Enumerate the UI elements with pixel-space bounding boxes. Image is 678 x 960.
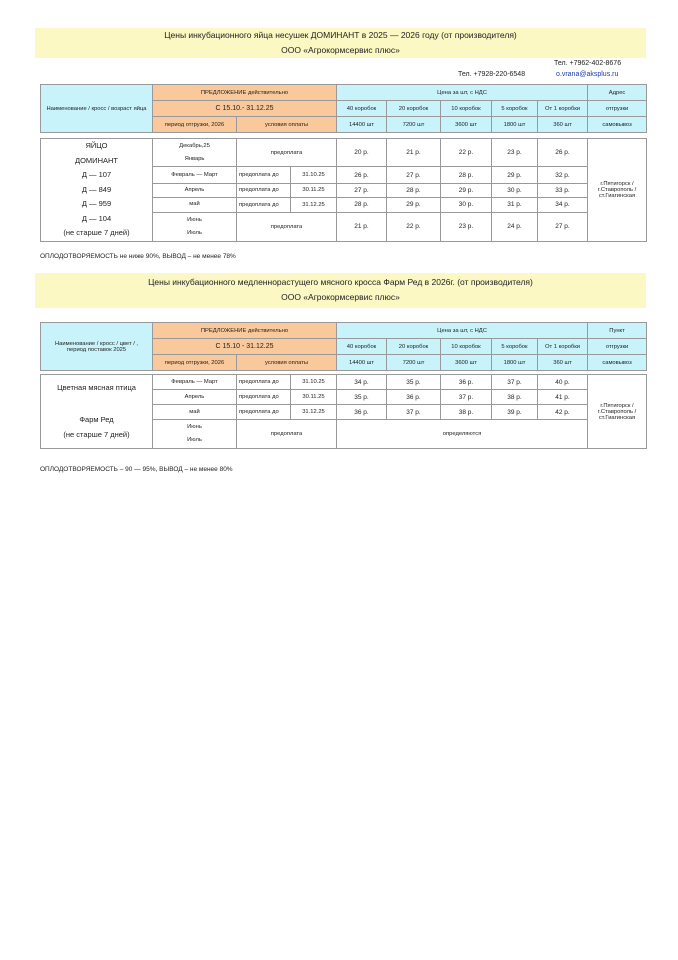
price-cell: 36 р.: [441, 375, 492, 390]
section1-header-table: [40, 84, 647, 133]
price-cell: 31 р.: [492, 197, 538, 212]
price-cell: 29 р.: [387, 197, 441, 212]
price-cell: 28 р.: [337, 197, 387, 212]
terms-header: условия оплаты: [237, 117, 337, 133]
payment-deadline: 30.11.25: [291, 390, 337, 405]
product-name-line: Цветная мясная птица: [57, 382, 136, 392]
name-header: Наименование / кросс / цвет / , период поставок 2025: [41, 323, 153, 371]
section2-banner: [35, 273, 646, 308]
name-header: Наименование / кросс / возраст яйца: [41, 85, 153, 133]
price-cell: 22 р.: [441, 139, 492, 167]
product-name: [41, 375, 153, 449]
price-cell: 34 р.: [538, 197, 588, 212]
price-cell: 35 р.: [337, 390, 387, 405]
payment-terms: предоплата до: [237, 183, 291, 197]
qty-boxes: От 1 коробки: [538, 339, 588, 355]
phone-1: Тел. +7962-402-8676: [554, 60, 622, 67]
payment-deadline: 31.10.25: [291, 375, 337, 390]
section1-title: Цены инкубационного яйца несушек ДОМИНАНТ в 2025 — 2026 году (от производителя): [164, 30, 517, 40]
qty-pieces: 7200 шт: [387, 355, 441, 371]
price-cell: 30 р.: [441, 197, 492, 212]
payment-terms: предоплата до: [237, 197, 291, 212]
price-cell: 21 р.: [387, 139, 441, 167]
product-name-line: ДОМИНАНТ: [75, 155, 118, 165]
payment-deadline: 31.12.25: [291, 405, 337, 420]
price-cell: 33 р.: [538, 183, 588, 197]
price-cell: 27 р.: [538, 213, 588, 241]
qty-pieces: 14400 шт: [337, 355, 387, 371]
table-row: [41, 375, 647, 390]
period-line: Декабрь,25: [179, 142, 210, 149]
pickup-address: г.Пятигорск / г.Ставрополь / ст.Гиагинская: [588, 139, 647, 242]
period-line: Февраль — Март: [171, 171, 218, 178]
product-name-line: Д — 959: [81, 199, 112, 208]
section2-note: ОПЛОДОТВОРЯЕМОСТЬ – 90 — 95%, ВЫВОД – не менее 80%: [40, 466, 233, 473]
qty-boxes: 20 коробок: [387, 101, 441, 117]
payment-terms: предоплата: [237, 139, 337, 167]
price-cell: 32 р.: [538, 167, 588, 183]
email-link[interactable]: o.vrana@aksplus.ru: [556, 71, 619, 78]
address-header: самовывоз: [588, 355, 647, 371]
price-cell: 36 р.: [337, 405, 387, 420]
section2-header-table: [40, 322, 647, 371]
price-cell: 37 р.: [492, 375, 538, 390]
price-cell: 22 р.: [387, 213, 441, 241]
payment-terms: предоплата до: [237, 405, 291, 420]
section1-banner: [35, 28, 646, 58]
price-cell: 26 р.: [538, 139, 588, 167]
address-header: Адрес: [588, 85, 647, 101]
qty-pieces: 14400 шт: [337, 117, 387, 133]
qty-boxes: 40 коробок: [337, 339, 387, 355]
price-cell: 23 р.: [441, 213, 492, 241]
qty-pieces: 3600 шт: [441, 355, 492, 371]
price-cell: 23 р.: [492, 139, 538, 167]
period-line: Июнь: [187, 424, 202, 430]
period-line: Июль: [187, 437, 202, 443]
period-line: май: [189, 408, 200, 415]
section1-note: ОПЛОДОТВОРЯЕМОСТЬ не ниже 90%, ВЫВОД – не менее 78%: [40, 253, 236, 260]
shipment-period: [153, 405, 237, 420]
price-tbd: определяются: [337, 420, 588, 449]
price-cell: 21 р.: [337, 213, 387, 241]
price-cell: 30 р.: [492, 183, 538, 197]
offer-dates: С 15.10.- 31.12.25: [153, 101, 337, 117]
price-cell: 35 р.: [387, 375, 441, 390]
price-cell: 39 р.: [492, 405, 538, 420]
period-line: май: [189, 201, 200, 208]
price-cell: 29 р.: [492, 167, 538, 183]
address-header: отгрузки: [588, 101, 647, 117]
shipment-period: [153, 139, 237, 167]
shipment-period: [153, 375, 237, 390]
address-header: Пункт: [588, 323, 647, 339]
phone-2: Тел. +7928-220-6548: [458, 71, 526, 78]
section1-company: ООО «Агрокормсервис плюс»: [281, 45, 400, 55]
price-cell: 38 р.: [492, 390, 538, 405]
product-name: [41, 139, 153, 242]
price-cell: 37 р.: [441, 390, 492, 405]
header-row: [41, 85, 647, 101]
shipment-period: [153, 167, 237, 183]
period-line: Февраль — Март: [171, 378, 218, 385]
product-name-line: (не старше 7 дней): [63, 228, 130, 237]
section1-price-table: [40, 138, 647, 242]
payment-terms: предоплата: [237, 420, 337, 449]
payment-terms: предоплата: [237, 213, 337, 241]
price-cell: 26 р.: [337, 167, 387, 183]
price-cell: 27 р.: [337, 183, 387, 197]
period-line: Январь: [184, 155, 205, 162]
qty-pieces: 360 шт: [538, 117, 588, 133]
price-cell: 27 р.: [387, 167, 441, 183]
price-cell: 38 р.: [441, 405, 492, 420]
period-line: Июнь: [187, 216, 202, 223]
qty-boxes: От 1 коробки: [538, 101, 588, 117]
shipment-period: [153, 420, 237, 449]
price-cell: 37 р.: [387, 405, 441, 420]
payment-terms: предоплата до: [237, 375, 291, 390]
qty-pieces: 3600 шт: [441, 117, 492, 133]
product-name-line: Д — 107: [81, 170, 112, 179]
price-cell: 41 р.: [538, 390, 588, 405]
qty-boxes: 10 коробок: [441, 339, 492, 355]
qty-boxes: 10 коробок: [441, 101, 492, 117]
payment-deadline: 30.11.25: [291, 183, 337, 197]
table-row: [41, 139, 647, 167]
price-cell: 24 р.: [492, 213, 538, 241]
qty-boxes: 40 коробок: [337, 101, 387, 117]
address-header: самовывоз: [588, 117, 647, 133]
price-header: Цена за шт, с НДС: [337, 85, 588, 101]
payment-deadline: 31.12.25: [291, 197, 337, 212]
section2-price-table: [40, 374, 647, 449]
shipment-period: [153, 390, 237, 405]
period-header: период отгрузки, 2026: [153, 355, 237, 371]
terms-header: условия оплаты: [237, 355, 337, 371]
qty-pieces: 7200 шт: [387, 117, 441, 133]
price-cell: 29 р.: [441, 183, 492, 197]
price-cell: 20 р.: [337, 139, 387, 167]
payment-terms: предоплата до: [237, 390, 291, 405]
price-cell: 28 р.: [441, 167, 492, 183]
header-row: [41, 323, 647, 339]
qty-boxes: 5 коробок: [492, 101, 538, 117]
offer-dates: С 15.10 - 31.12.25: [153, 339, 337, 355]
qty-pieces: 360 шт: [538, 355, 588, 371]
product-name-line: ЯЙЦО: [85, 141, 108, 150]
section2-title: Цены инкубационного медленнорастущего мясного кросса Фарм Ред в 2026г. (от производителя): [148, 277, 533, 287]
qty-pieces: 1800 шт: [492, 355, 538, 371]
payment-deadline: 31.10.25: [291, 167, 337, 183]
offer-header: ПРЕДЛОЖЕНИЕ действительно: [153, 85, 337, 101]
payment-terms: предоплата до: [237, 167, 291, 183]
shipment-period: [153, 183, 237, 197]
price-header: Цена за шт, с НДС: [337, 323, 588, 339]
price-cell: 40 р.: [538, 375, 588, 390]
qty-boxes: 20 коробок: [387, 339, 441, 355]
period-line: Апрель: [184, 186, 205, 193]
section2-company: ООО «Агрокормсервис плюс»: [281, 292, 400, 302]
offer-header: ПРЕДЛОЖЕНИЕ действительно: [153, 323, 337, 339]
period-line: Апрель: [184, 393, 205, 400]
price-cell: 36 р.: [387, 390, 441, 405]
price-cell: 28 р.: [387, 183, 441, 197]
period-header: период отгрузки, 2026: [153, 117, 237, 133]
product-name-line: Д — 849: [81, 184, 112, 194]
shipment-period: [153, 213, 237, 241]
price-cell: 42 р.: [538, 405, 588, 420]
address-header: отгрузки: [588, 339, 647, 355]
price-cell: 34 р.: [337, 375, 387, 390]
period-line: Июль: [187, 229, 202, 236]
product-name-line: Д — 104: [81, 213, 112, 223]
qty-pieces: 1800 шт: [492, 117, 538, 133]
qty-boxes: 5 коробок: [492, 339, 538, 355]
product-name-line: Фарм Ред: [79, 415, 114, 425]
pickup-address: г.Пятигорск / г.Ставрополь / ст.Гиагинская: [588, 375, 647, 449]
shipment-period: [153, 197, 237, 212]
product-name-line: (не старше 7 дней): [63, 429, 130, 439]
